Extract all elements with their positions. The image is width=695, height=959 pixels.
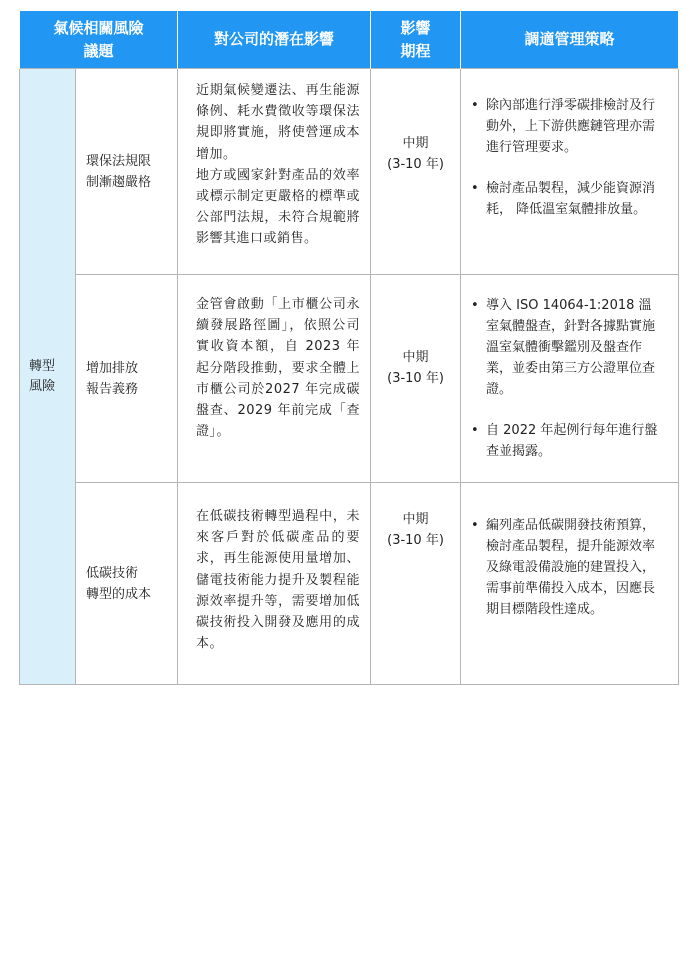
- term-cell: 中期 (3-10 年): [371, 69, 461, 275]
- strategy-cell: [461, 483, 679, 685]
- strategy-item: • 導入 ISO 14064-1:2018 溫室氣體盤查，針對各據點實施溫室氣體衝擊鑑別及盤查作業，並委由第三方公證單位查證。: [471, 298, 656, 397]
- term-cell: 中期 (3-10 年): [371, 483, 461, 685]
- term-cell: 中期 (3-10 年): [371, 275, 461, 483]
- strategy-item: • 除內部進行淨零碳排檢討及行動外，上下游供應鏈管理亦需進行管理要求。: [471, 98, 656, 155]
- table-row: [20, 69, 679, 275]
- topic-cell: 增加排放 報告義務: [76, 275, 178, 483]
- header-row: [20, 11, 679, 69]
- climate-risk-table: [19, 11, 679, 685]
- topic-cell: 低碳技術 轉型的成本: [76, 483, 178, 685]
- header-impact: 對公司的潛在影響: [178, 11, 371, 69]
- strategy-list: [471, 295, 662, 462]
- strategy-item: • 自 2022 年起例行每年進行盤查並揭露。: [471, 423, 658, 459]
- impact-cell: 近期氣候變遷法、再生能源條例、耗水費徵收等環保法規即將實施，將使營運成本增加。 地方或國家針對產品的效率或標示制定更嚴格的標準或公部門法規，未符合規範將影響其進口或銷售。: [178, 69, 371, 275]
- header-strategy: 調適管理策略: [461, 11, 679, 69]
- topic-cell: 環保法規限 制漸趨嚴格: [76, 69, 178, 275]
- strategy-cell: [461, 69, 679, 275]
- strategy-list: [471, 95, 662, 220]
- table-row: [20, 275, 679, 483]
- header-term: 影響 期程: [371, 11, 461, 69]
- strategy-item: • 檢討產品製程，減少能資源消耗， 降低溫室氣體排放量。: [471, 181, 656, 217]
- category-cell: 轉型 風險: [20, 69, 76, 685]
- header-topic: 氣候相關風險 議題: [20, 11, 178, 69]
- strategy-list: [471, 515, 662, 620]
- strategy-item: • 編列產品低碳開發技術預算，檢討產品製程，提升能源效率及綠電設備設施的建置投入，需事前準備投入成本，因應長期目標階段性達成。: [471, 518, 656, 617]
- table-row: [20, 483, 679, 685]
- impact-cell: 金管會啟動「上市櫃公司永續發展路徑圖」，依照公司實收資本額，自 2023 年起分階段推動，要求全體上市櫃公司於2027 年完成碳盤查、2029 年前完成「查證」。: [178, 275, 371, 483]
- strategy-cell: [461, 275, 679, 483]
- impact-cell: 在低碳技術轉型過程中，未來客戶對於低碳產品的要求，再生能源使用量增加、儲電技術能力提升及製程能源效率提升等，需要增加低碳技術投入開發及應用的成本。: [178, 483, 371, 685]
